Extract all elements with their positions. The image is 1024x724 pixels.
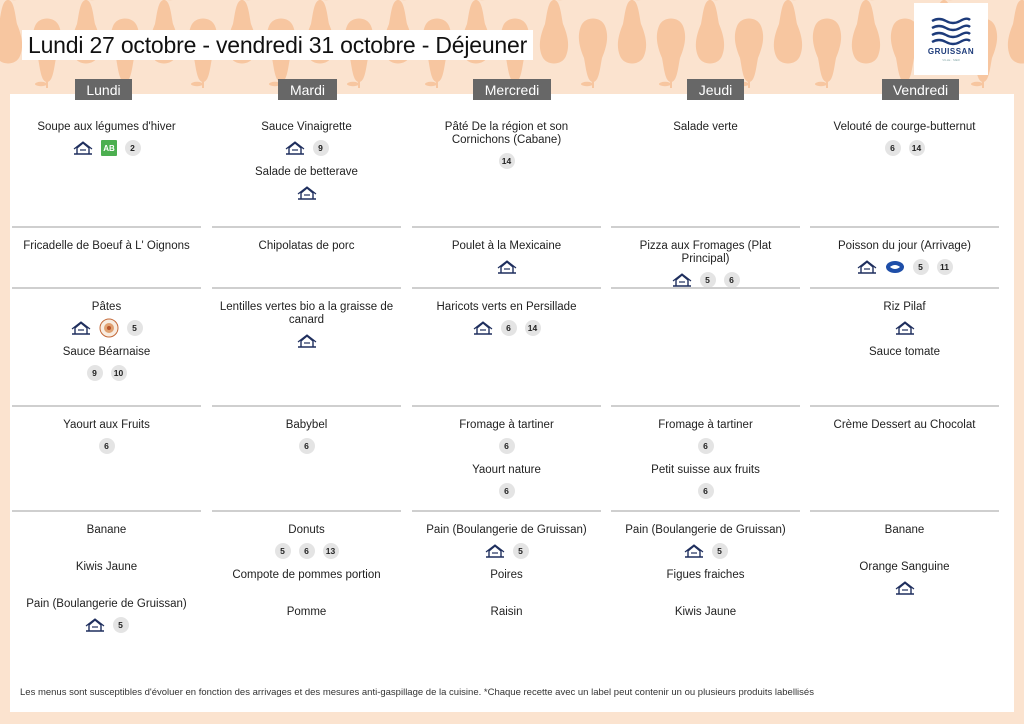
menu-cell-lundi [12,512,201,672]
dish-name: Babybel [285,419,328,431]
dish-name: Yaourt aux Fruits [63,419,150,431]
dish-badges [87,363,127,383]
menu-dish [412,524,601,561]
fait-maison-icon [297,334,317,348]
allergen-badge: 5 [275,543,291,559]
dish-name: Compote de pommes portion [232,569,381,581]
day-header-jeudi: Jeudi [687,79,744,100]
menu-row [12,289,1000,407]
dish-badges [473,318,541,338]
menu-row [12,228,1000,289]
dish-name: Haricots verts en Persillade [436,301,577,313]
dish-badges [71,318,143,338]
pear-icon [614,0,650,74]
dish-badges [299,436,315,456]
allergen-badge: 5 [700,272,716,288]
allergen-badge: 14 [525,320,541,336]
waves-icon [930,16,972,46]
dish-badges [895,578,915,598]
menu-dish [212,166,401,203]
allergen-badge: 13 [323,543,339,559]
dish-badges [297,331,317,351]
allergen-badge: 10 [111,365,127,381]
allergen-badge: 6 [501,320,517,336]
dish-name: Yaourt nature [472,464,541,476]
pear-icon [1004,0,1024,74]
dish-name: Fromage à tartiner [459,419,554,431]
menu-cell-mercredi [412,289,601,407]
menu-cell-lundi [12,228,201,289]
dish-name: Salade verte [673,121,738,133]
menu-dish [810,240,999,277]
dish-name: Lentilles vertes bio a la graisse de canard [219,301,394,326]
dish-name: Kiwis Jaune [674,606,737,618]
dish-badges [698,436,714,456]
menu-cell-vendredi [810,407,999,512]
gruissan-logo [914,3,988,75]
menu-dish [12,301,201,338]
menu-dish [412,240,601,277]
dish-name: Soupe aux légumes d'hiver [37,121,176,133]
menu-cell-jeudi [611,228,800,289]
fait-maison-icon [672,273,692,287]
menu-dish [810,419,999,448]
dish-name: Pomme [286,606,327,618]
menu-dish [12,598,201,635]
pear-icon [692,0,728,74]
menu-cell-mercredi [412,512,601,672]
dish-name: Pain (Boulangerie de Gruissan) [625,524,786,536]
dish-name: Riz Pilaf [883,301,926,313]
dish-name: Crème Dessert au Chocolat [833,419,976,431]
logo-subtitle: VILLE · MER [942,58,960,62]
menu-dish [12,346,201,383]
menu-cell-mardi [212,100,401,228]
dish-name: Velouté de courge-butternut [833,121,976,133]
allergen-badge: 6 [698,438,714,454]
day-header-vendredi: Vendredi [882,79,959,100]
local-label-icon [99,318,119,338]
allergen-badge: 5 [113,617,129,633]
allergen-badge: 14 [499,153,515,169]
menu-dish [212,240,401,269]
menu-dish [611,606,800,635]
menu-cell-jeudi [611,407,800,512]
allergen-badge: 6 [698,483,714,499]
allergen-badge: 2 [125,140,141,156]
dish-name: Kiwis Jaune [75,561,138,573]
dish-name: Donuts [288,524,325,536]
menu-cell-mercredi [412,407,601,512]
dish-name: Banane [86,524,127,536]
dish-name: Sauce Vinaigrette [261,121,352,133]
fait-maison-icon [85,618,105,632]
menu-cell-jeudi [611,100,800,228]
dish-badges [297,183,317,203]
dish-badges [499,481,515,501]
allergen-badge: 6 [299,438,315,454]
menu-dish [412,606,601,635]
dish-name: Raisin [490,606,523,618]
dish-badges [885,138,925,158]
dish-name: Poisson du jour (Arrivage) [838,240,971,252]
dish-badges [485,541,529,561]
pear-icon [770,0,806,74]
dish-name: Sauce tomate [869,346,940,358]
dish-name: Poulet à la Mexicaine [451,240,562,252]
allergen-badge: 5 [913,259,929,275]
menu-cell-vendredi [810,289,999,407]
menu-dish [12,121,201,158]
menu-dish [810,524,999,553]
menu-dish [212,419,401,456]
pear-icon [731,8,767,88]
dish-name: Sauce Béarnaise [62,346,151,358]
dish-badges [285,138,329,158]
allergen-badge: 9 [87,365,103,381]
menu-dish [12,419,201,456]
dish-badges [698,481,714,501]
footer-note: Les menus sont susceptibles d'évoluer en fonction des arrivages et des mesures anti-gaspillage de la cuisine. *Chaque recette avec un label peut contenir un ou plusieurs produits labellisés [20,687,814,698]
menu-cell-lundi [12,100,201,228]
allergen-badge: 6 [299,543,315,559]
menu-cell-vendredi [810,100,999,228]
dish-badges [99,436,115,456]
dish-name: Orange Sanguine [859,561,950,573]
menu-cell-mercredi [412,100,601,228]
dish-badges [684,541,728,561]
menu-dish [611,240,800,290]
dish-badges [895,318,915,338]
menu-cell-mardi [212,228,401,289]
menu-dish [412,419,601,456]
fait-maison-icon [73,141,93,155]
allergen-badge: 6 [99,438,115,454]
dish-name: Pâtes [91,301,122,313]
menu-dish [810,346,999,375]
allergen-badge: 5 [513,543,529,559]
pear-icon [653,8,689,88]
dish-name: Pâté De la région et son Cornichons (Cabane) [444,121,569,146]
menu-cell-mardi [212,289,401,407]
page-title-box [22,30,533,60]
menu-dish [12,524,201,553]
menu-cell-vendredi [810,512,999,672]
fait-maison-icon [857,260,877,274]
day-header-mercredi: Mercredi [473,79,551,100]
allergen-badge: 5 [712,543,728,559]
menu-dish [212,569,401,598]
menu-dish [12,240,201,269]
menu-cell-jeudi [611,289,800,407]
dish-name: Pain (Boulangerie de Gruissan) [26,598,187,610]
allergen-badge: 5 [127,320,143,336]
dish-badges [73,138,141,158]
dish-badges [499,436,515,456]
dish-name: Pain (Boulangerie de Gruissan) [426,524,587,536]
menu-row [12,100,1000,228]
fait-maison-icon [473,321,493,335]
menu-dish [611,419,800,456]
menu-dish [412,121,601,171]
menu-cell-mercredi [412,228,601,289]
dish-name: Fricadelle de Boeuf à L' Oignons [23,240,190,252]
menu-dish [412,301,601,338]
menu-cell-mardi [212,407,401,512]
menu-dish [810,121,999,158]
dish-name: Figues fraiches [666,569,745,581]
svg-text:AB: AB [102,144,115,153]
fish-label-icon [885,260,905,274]
pear-icon [575,8,611,88]
bio-label-icon [101,140,117,156]
menu-dish [611,464,800,501]
fait-maison-icon [297,186,317,200]
dish-badges [499,151,515,171]
menu-dish [611,121,800,150]
menu-dish [611,569,800,598]
fait-maison-icon [71,321,91,335]
menu-dish [810,301,999,338]
allergen-badge: 6 [499,438,515,454]
allergen-badge: 6 [885,140,901,156]
dish-name: Pizza aux Fromages (Plat Principal) [639,240,772,265]
menu-dish [212,301,401,351]
logo-wordmark: GRUISSAN [927,47,975,56]
menu-dish [412,569,601,598]
allergen-badge: 6 [724,272,740,288]
fait-maison-icon [497,260,517,274]
dish-name: Fromage à tartiner [658,419,753,431]
menu-row [12,407,1000,512]
allergen-badge: 6 [499,483,515,499]
dish-name: Salade de betterave [255,166,358,178]
menu-dish [12,561,201,590]
fait-maison-icon [895,321,915,335]
day-header-mardi: Mardi [278,79,337,100]
fait-maison-icon [684,544,704,558]
menu-dish [212,606,401,635]
fait-maison-icon [285,141,305,155]
menu-dish [212,524,401,561]
menu-cell-jeudi [611,512,800,672]
menu-cell-lundi [12,407,201,512]
dish-name: Chipolatas de porc [258,240,355,252]
pear-icon [848,0,884,74]
menu-cell-mardi [212,512,401,672]
fait-maison-icon [895,581,915,595]
menu-dish [212,121,401,158]
dish-badges [497,257,517,277]
menu-cell-vendredi [810,228,999,289]
dish-badges [85,615,129,635]
dish-badges [275,541,339,561]
allergen-badge: 14 [909,140,925,156]
fait-maison-icon [485,544,505,558]
dish-name: Poires [490,569,523,581]
menu-dish [611,524,800,561]
dish-badges [857,257,953,277]
day-header-lundi: Lundi [75,79,132,100]
menu-cell-lundi [12,289,201,407]
menu-dish [810,561,999,598]
menu-dish [412,464,601,501]
dish-name: Banane [884,524,925,536]
allergen-badge: 11 [937,259,953,275]
pear-icon [809,8,845,88]
pear-icon [536,0,572,74]
page-title: Lundi 27 octobre - vendredi 31 octobre - Déjeuner [28,31,528,58]
allergen-badge: 9 [313,140,329,156]
menu-row [12,512,1000,672]
dish-name: Petit suisse aux fruits [651,464,760,476]
